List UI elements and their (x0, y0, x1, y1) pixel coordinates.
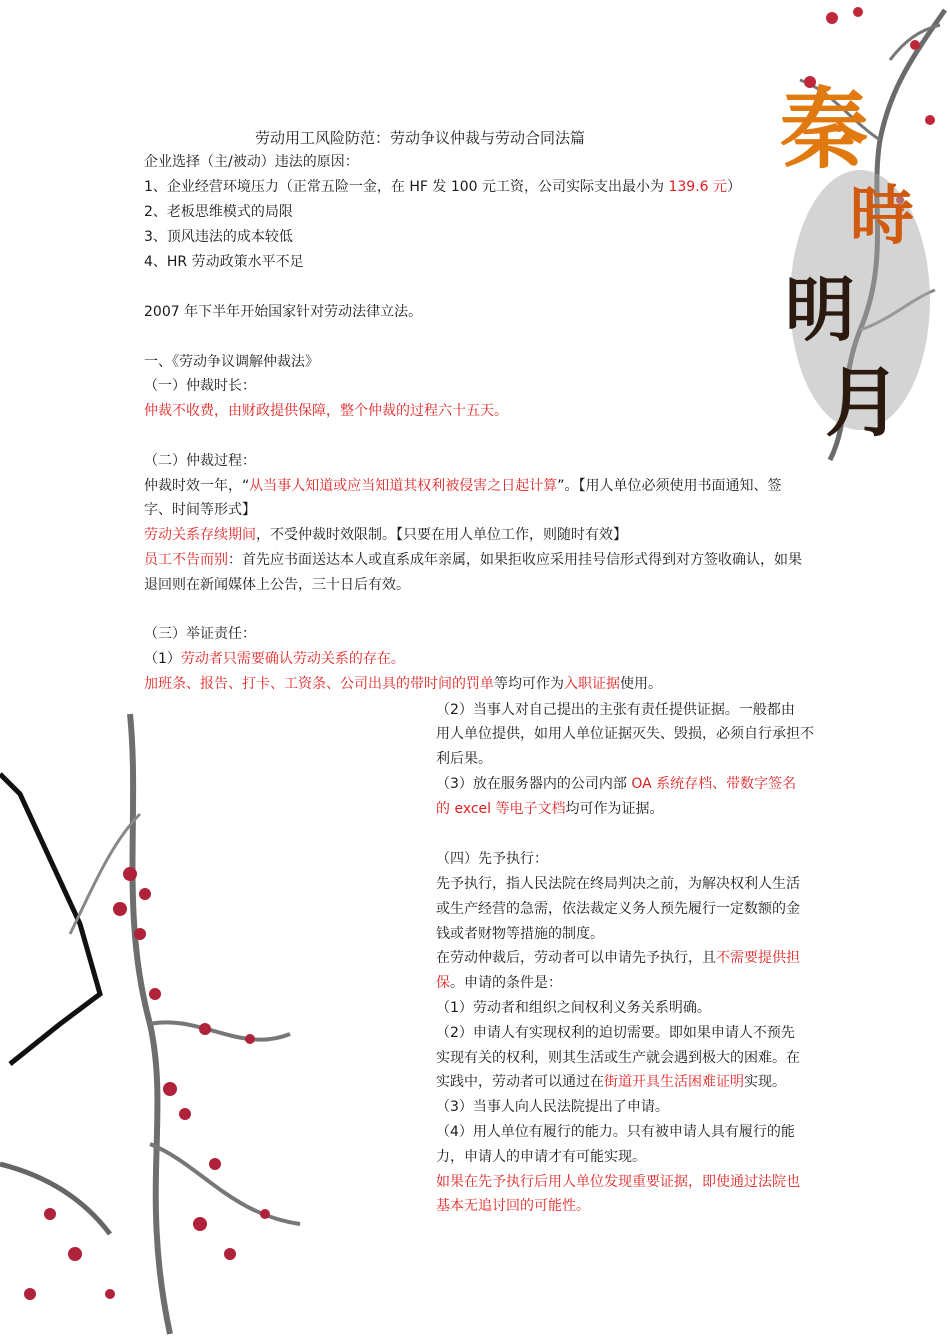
part-3-evidence-mid: 等均可作为 (494, 676, 564, 692)
condition-4-line-1: （4）用人单位有履行的能力。只有被申请人具有履行的能 (436, 1124, 795, 1140)
part-2-line-3 (144, 523, 627, 547)
part-3-item-3-b: 均可作为证据。 (565, 801, 664, 817)
part-4-heading: （四）先予执行： (436, 851, 548, 867)
section-1-heading: 一、《劳动争议调解仲裁法》 (144, 354, 319, 370)
part-2-line-1-b: ”。【用人单位必须使用书面通知、签 (557, 478, 782, 494)
part-3-item-1-red: 劳动者只需要确认劳动关系的存在。 (180, 651, 405, 667)
part-3-item-2-line-1: （2）当事人对自己提出的主张有责任提供证据。一般都由 (436, 702, 795, 718)
condition-2-line-3-a: 实践中，劳动者可以通过在 (436, 1074, 604, 1090)
part-4-line-1: 先予执行，指人民法院在终局判决之前，为解决权利人生活 (436, 876, 800, 892)
part-2-line-1-red: 从当事人知道或应当知道其权利被侵害之日起计算 (249, 478, 558, 494)
part-4-line-4 (436, 946, 800, 970)
part-4-warning-line-1: 如果在先予执行后用人单位发现重要证据，即使通过法院也 (436, 1174, 800, 1190)
condition-4-line-2: 力，申请人的申请才有可能实现。 (436, 1149, 646, 1165)
logo-calligraphy: 秦 時 明 月 (780, 77, 914, 447)
condition-2-line-3-b: 实现。 (744, 1074, 786, 1090)
legislation-note: 2007 年下半年开始国家针对劳动法律立法。 (144, 304, 423, 320)
intro-item-2: 2、老板思维模式的局限 (144, 204, 293, 220)
part-4-line-5 (436, 971, 562, 995)
intro-item-1-amount: 139.6 元 (668, 179, 727, 195)
intro-item-1-text: 1、企业经营环境压力（正常五险一金，在 HF 发 100 元工资，公司实际支出最小为 (144, 179, 669, 195)
part-2-line-4 (144, 548, 802, 572)
part-3-item-2-line-2: 用人单位提供，如用人单位证据灭失、毁损，必须自行承担不 (436, 726, 814, 742)
part-4-warning-line-2: 基本无追讨回的可能性。 (436, 1198, 590, 1214)
part-2-line-4-b: ：首先应书面送达本人或直系成年亲属，如果拒收应采用挂号信形式得到对方签收确认，如果 (228, 552, 802, 568)
part-2-line-1 (144, 474, 782, 498)
part-4-line-2: 或生产经营的急需，依法裁定义务人预先履行一定数额的金 (436, 901, 800, 917)
part-4-line-4-red: 不需要提供担 (716, 950, 800, 966)
part-4-line-3: 钱或者财物等措施的制度。 (436, 926, 604, 942)
part-3-item-3-a: （3）放在服务器内的公司内部 (436, 776, 632, 792)
part-3-item-3-line-1 (436, 772, 796, 796)
part-2-line-1-a: 仲裁时效一年，“ (144, 478, 250, 494)
part-2-line-2: 字、时间等形式】 (144, 502, 256, 518)
part-3-item-1 (144, 647, 405, 671)
intro-item-1-close: ） (727, 179, 741, 195)
part-3-heading: （三）举证责任： (144, 626, 256, 642)
condition-2-line-1: （2）申请人有实现权利的迫切需要。即如果申请人不预先 (436, 1025, 795, 1041)
part-3-item-1-num: （1） (144, 651, 181, 667)
condition-2-line-3 (436, 1070, 786, 1094)
part-4-line-4-a: 在劳动仲裁后，劳动者可以申请先予执行，且 (436, 950, 716, 966)
part-3-item-3-line-2 (436, 797, 664, 821)
intro-item-1 (144, 175, 741, 199)
part-4-line-5-b: 。申请的条件是： (450, 975, 562, 991)
plum-blossom-bottom-left (0, 694, 330, 1344)
part-3-evidence-type: 入职证据 (564, 676, 620, 692)
intro-item-3: 3、顶风违法的成本较低 (144, 229, 293, 245)
part-1-heading: （一）仲裁时长： (144, 378, 256, 394)
intro-item-4: 4、HR 劳动政策水平不足 (144, 254, 304, 270)
part-4-line-5-red: 保 (436, 975, 450, 991)
part-3-item-1-line-2 (144, 672, 662, 696)
part-2-line-3-b: ，不受仲裁时效限制。【只要在用人单位工作，则随时有效】 (256, 527, 627, 543)
document-title: 劳动用工风险防范：劳动争议仲裁与劳动合同法篇 (255, 129, 586, 147)
part-3-evidence-list: 加班条、报告、打卡、工资条、公司出具的带时间的罚单 (144, 676, 494, 692)
part-3-item-2-line-3: 利后果。 (436, 751, 492, 767)
condition-2-line-3-red: 街道开具生活困难证明 (604, 1074, 744, 1090)
condition-2-line-2: 实现有关的权利，则其生活或生产就会遇到极大的困难。在 (436, 1050, 800, 1066)
part-2-line-5: 退回则在新闻媒体上公告，三十日后有效。 (144, 577, 410, 593)
condition-3: （3）当事人向人民法院提出了申请。 (436, 1099, 669, 1115)
part-3-item-3-red-2: 的 excel 等电子文档 (436, 801, 566, 817)
part-3-evidence-end: 使用。 (620, 676, 662, 692)
part-3-item-3-red: OA 系统存档、带数字签名 (631, 776, 797, 792)
condition-1: （1）劳动者和组织之间权利义务关系明确。 (436, 1000, 711, 1016)
part-2-heading: （二）仲裁过程： (144, 453, 256, 469)
part-2-line-4-red: 员工不告而别 (144, 552, 228, 568)
part-2-line-3-red: 劳动关系存续期间 (144, 527, 256, 543)
intro-heading: 企业选择（主/被动）违法的原因： (144, 154, 359, 170)
part-1-text: 仲裁不收费，由财政提供保障，整个仲裁的过程六十五天。 (144, 403, 508, 419)
